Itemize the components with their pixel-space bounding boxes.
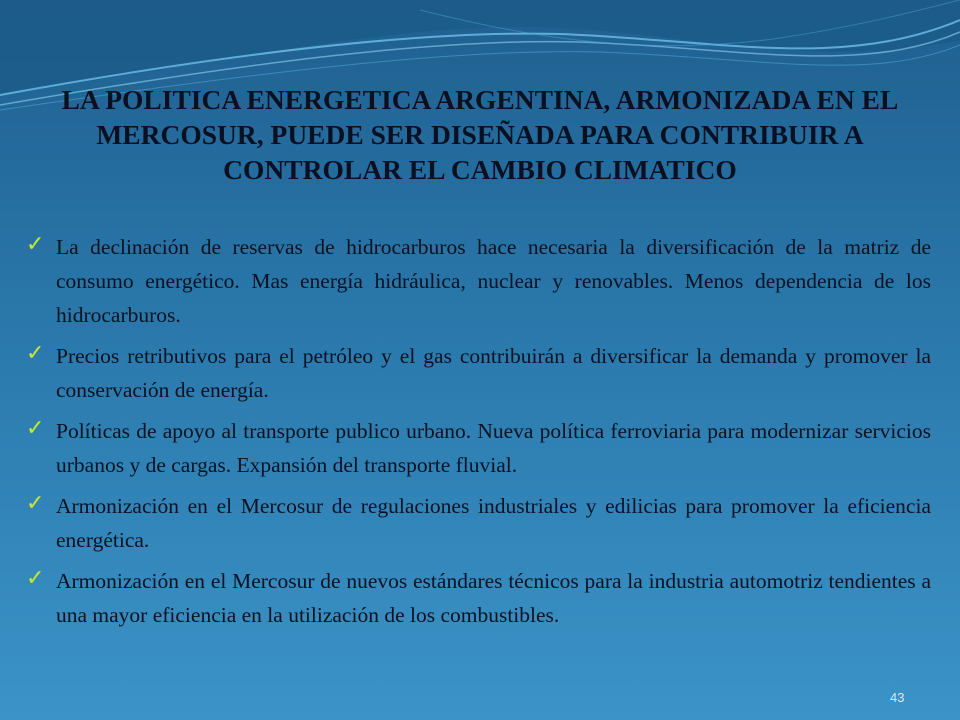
checkmark-icon: ✓ <box>26 415 45 440</box>
bullet-item <box>26 489 931 557</box>
bullet-text: Precios retributivos para el petróleo y el gas contribuirán a diversificar la demanda y promover la conservación de energía. <box>56 344 931 402</box>
bullet-item <box>26 564 931 632</box>
checkmark-icon: ✓ <box>26 340 45 365</box>
checkmark-icon: ✓ <box>26 490 45 515</box>
bullet-item <box>26 230 931 332</box>
bullet-text: Armonización en el Mercosur de nuevos estándares técnicos para la industria automotriz tendientes a una mayor eficiencia en la utilización de los combustibles. <box>56 569 931 627</box>
bullet-text: Armonización en el Mercosur de regulaciones industriales y edilicias para promover la eficiencia energética. <box>56 494 931 552</box>
bullet-list <box>26 230 931 639</box>
slide-title: LA POLITICA ENERGETICA ARGENTINA, ARMONIZADA EN EL MERCOSUR, PUEDE SER DISEÑADA PARA CONTRIBUIR A CONTROLAR EL CAMBIO CLIMATICO <box>61 84 899 185</box>
checkmark-icon: ✓ <box>26 231 45 256</box>
bullet-item <box>26 414 931 482</box>
checkmark-icon: ✓ <box>26 565 45 590</box>
bullet-item <box>26 339 931 407</box>
bullet-text: La declinación de reservas de hidrocarburos hace necesaria la diversificación de la matriz de consumo energético. Mas energía hidráulica, nuclear y renovables. Menos dependencia de los hidrocarburos. <box>56 235 931 327</box>
bullet-text: Políticas de apoyo al transporte publico urbano. Nueva política ferroviaria para modernizar servicios urbanos y de cargas. Expansión del transporte fluvial. <box>56 419 931 477</box>
page-number: 43 <box>890 690 905 705</box>
